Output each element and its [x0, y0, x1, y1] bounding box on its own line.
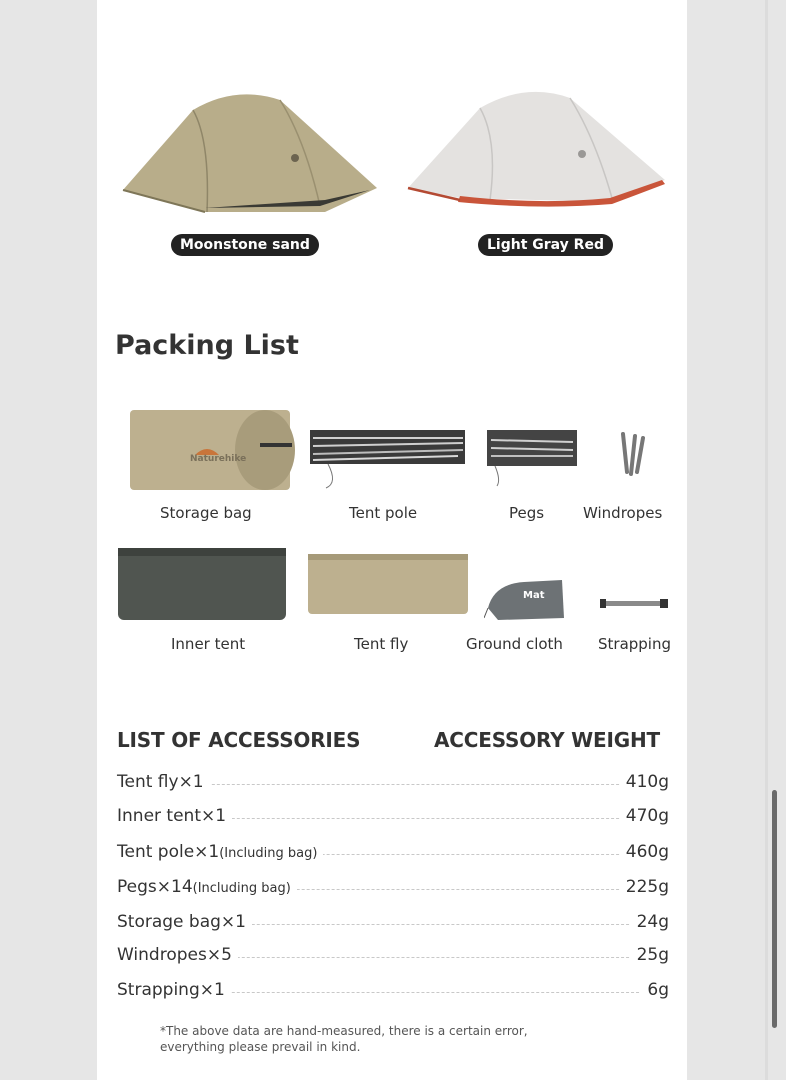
- measurement-footnote: *The above data are hand-measured, there is a certain error, everything please prevail in kind.: [160, 1024, 528, 1054]
- accessory-name: Storage bag×1: [117, 912, 252, 932]
- accessory-weight: 470g: [620, 806, 669, 826]
- packing-list-title: Packing List: [115, 330, 299, 361]
- page-edge: [765, 0, 768, 1080]
- ground-cloth-logo: Mat: [523, 590, 545, 601]
- tent-fly-image: [306, 552, 471, 616]
- scrollbar[interactable]: [772, 790, 777, 1028]
- packing-label-tent-pole: Tent pole: [349, 504, 418, 522]
- strapping-image: [598, 597, 670, 611]
- storage-bag-logo: Naturehike: [190, 454, 247, 464]
- packing-label-inner-tent: Inner tent: [171, 635, 246, 653]
- accessory-row: [117, 806, 669, 832]
- packing-label-windropes: Windropes: [583, 504, 663, 522]
- inner-tent-image: [115, 545, 290, 623]
- color-label-lightgray: Light Gray Red: [478, 234, 613, 256]
- accessory-name: Inner tent×1: [117, 806, 232, 826]
- accessory-row: [117, 772, 669, 798]
- list-of-accessories-heading: LIST OF ACCESSORIES: [117, 728, 361, 752]
- accessory-row: [117, 877, 669, 903]
- moonstone-sand-tent-image: [115, 80, 385, 220]
- packing-label-storage-bag: Storage bag: [160, 504, 252, 522]
- accessory-weight: 460g: [620, 842, 669, 862]
- accessory-name: Strapping×1: [117, 980, 231, 1000]
- light-gray-red-tent-image: [400, 80, 675, 220]
- accessory-weight: 225g: [620, 877, 669, 897]
- accessory-name: Windropes×5: [117, 945, 238, 965]
- packing-label-pegs: Pegs: [509, 504, 545, 522]
- packing-label-tent-fly: Tent fly: [354, 635, 409, 653]
- accessory-weight-heading: ACCESSORY WEIGHT: [434, 728, 660, 752]
- accessory-row: [117, 912, 669, 938]
- accessory-row: [117, 945, 669, 971]
- accessory-row: [117, 980, 669, 1006]
- accessory-name: Pegs×14(Including bag): [117, 877, 297, 897]
- accessory-weight: 410g: [620, 772, 669, 792]
- pegs-image: [485, 428, 580, 488]
- accessory-weight: 25g: [631, 945, 669, 965]
- storage-bag-image: [125, 405, 300, 495]
- packing-label-strapping: Strapping: [598, 635, 672, 653]
- color-label-moonstone: Moonstone sand: [171, 234, 319, 256]
- packing-label-ground-cloth: Ground cloth: [466, 635, 563, 653]
- accessory-row: [117, 842, 669, 868]
- tent-pole-image: [308, 428, 468, 493]
- accessory-name: Tent pole×1(Including bag): [117, 842, 323, 862]
- card-top-corner: [97, 0, 687, 20]
- accessory-name: Tent fly×1: [117, 772, 210, 792]
- accessory-weight: 6g: [641, 980, 669, 1000]
- windropes-image: [615, 432, 650, 477]
- accessory-weight: 24g: [631, 912, 669, 932]
